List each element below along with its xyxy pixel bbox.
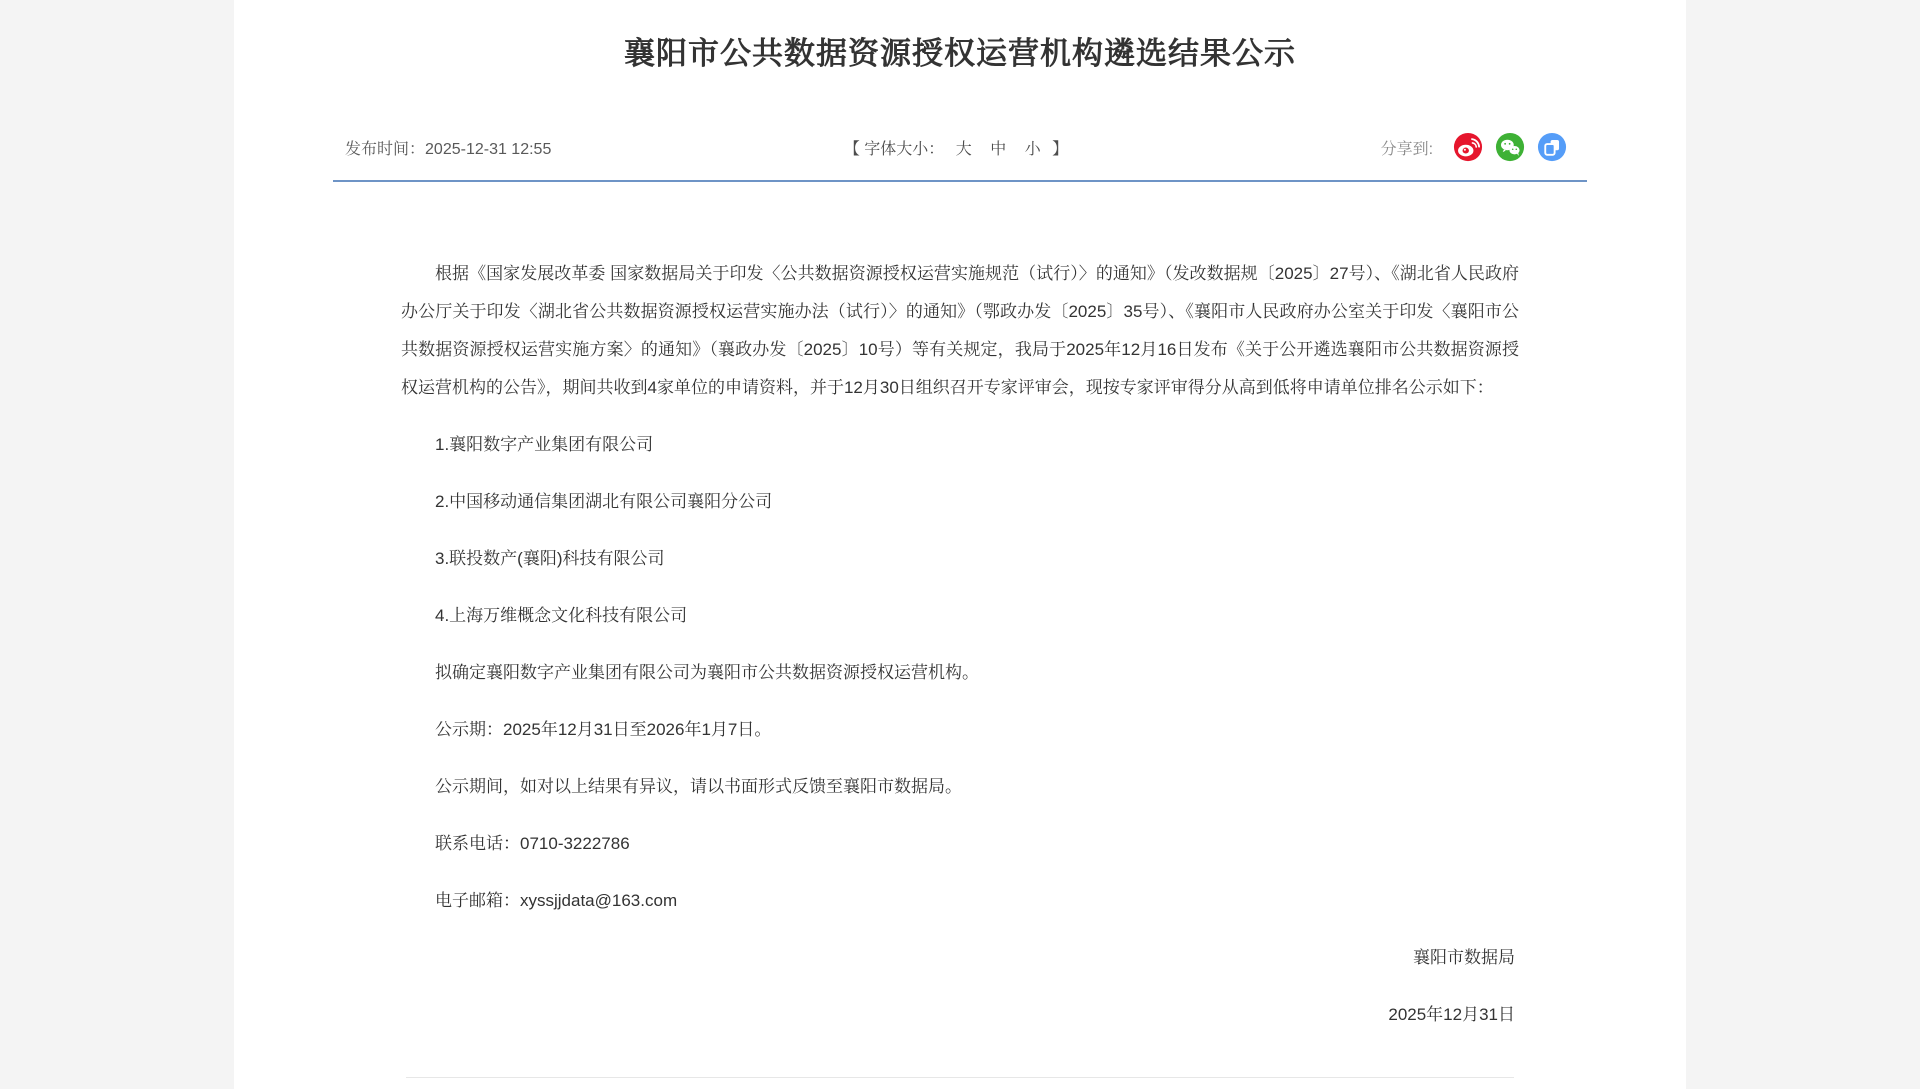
page-title: 襄阳市公共数据资源授权运营机构遴选结果公示 — [624, 36, 1296, 71]
publish-time — [333, 136, 844, 159]
font-size-bracket-close: 】 — [1052, 140, 1069, 158]
wechat-icon — [1495, 132, 1525, 162]
list-item-1: 1.襄阳数字产业集团有限公司 — [435, 435, 654, 454]
list-item-3: 3.联投数产(襄阳)科技有限公司 — [435, 549, 665, 568]
article-paragraph: 公示期：2025年12月31日至2026年1月7日。 — [435, 720, 772, 739]
weibo-share-button[interactable] — [1453, 132, 1483, 162]
list-item-4: 4.上海万维概念文化科技有限公司 — [435, 606, 688, 625]
article-paragraph: 拟确定襄阳数字产业集团有限公司为襄阳市公共数据资源授权运营机构。 — [435, 663, 979, 682]
contact-phone: 联系电话：0710-3222786 — [435, 834, 630, 853]
font-size-switcher — [844, 136, 1068, 159]
font-size-medium-button[interactable]: 中 — [990, 140, 1007, 158]
publish-time-label: 发布时间： — [345, 140, 426, 158]
meta-bar — [333, 130, 1587, 164]
article — [333, 0, 1587, 1034]
share-label: 分享到: — [1380, 140, 1434, 158]
content-panel — [234, 0, 1686, 1089]
signature-org: 襄阳市数据局 — [1413, 948, 1515, 967]
font-size-large-button[interactable]: 大 — [955, 140, 972, 158]
font-size-bracket-open: 【 — [843, 140, 860, 158]
list-item-2: 2.中国移动通信集团湖北有限公司襄阳分公司 — [435, 492, 773, 511]
weibo-icon — [1453, 132, 1483, 162]
font-size-label: 字体大小： — [864, 140, 945, 158]
share-bar — [1068, 132, 1587, 162]
article-body — [401, 182, 1519, 1034]
footer-separator — [406, 1077, 1514, 1078]
copy-link-share-button[interactable] — [1537, 132, 1567, 162]
article-paragraph: 根据《国家发展改革委 国家数据局关于印发〈公共数据资源授权运营实施规范（试行）〉的通知》（发改数据规〔2025〕27号）、《湖北省人民政府办公厅关于印发〈湖北省公共数据资源授权运营实施办法（试行）〉的通知》（鄂政办发〔2025〕35号）、《襄阳市人民政府办公室关于印发〈襄阳市公共数据资源授权运营实施方案〉的通知》（襄政办发〔2025〕10号）等有关规定，我局于2025年12月16日发布《关于公开遴选襄阳市公共数据资源授权运营机构的公告》，期间共收到4家单位的申请资料，并于12月30日组织召开专家评审会，现按专家评审得分从高到低将申请单位排名公示如下： — [401, 264, 1519, 397]
article-paragraph: 公示期间，如对以上结果有异议，请以书面形式反馈至襄阳市数据局。 — [435, 777, 962, 796]
copy-link-icon — [1537, 132, 1567, 162]
publish-time-value: 2025-12-31 12:55 — [425, 140, 552, 158]
contact-email: 电子邮箱：xyssjjdata@163.com — [435, 891, 678, 910]
signature-date: 2025年12月31日 — [1388, 1005, 1515, 1024]
wechat-share-button[interactable] — [1495, 132, 1525, 162]
font-size-small-button[interactable]: 小 — [1024, 140, 1041, 158]
